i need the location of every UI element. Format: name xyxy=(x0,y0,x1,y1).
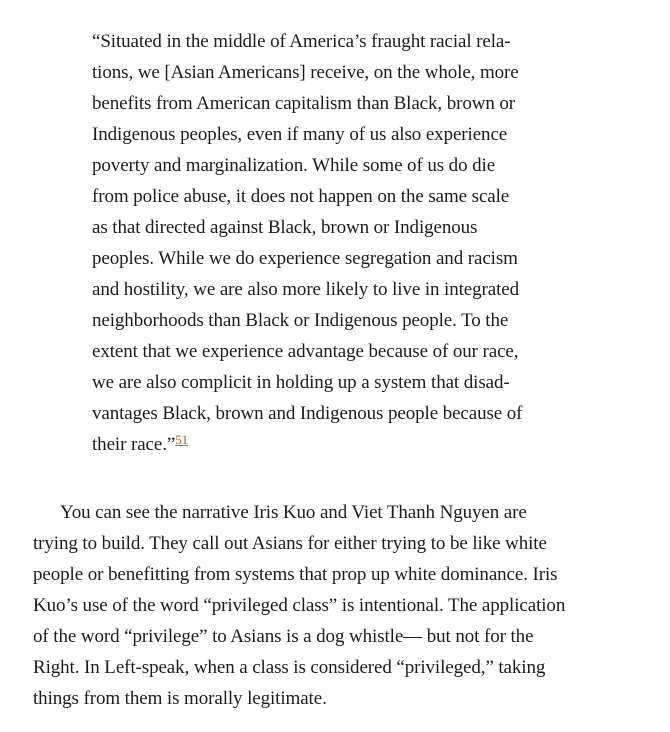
quote-line: we are also complicit in holding up a system that disad- xyxy=(92,372,510,393)
paragraph-line: people or benefitting from systems that prop up white dominance. Iris xyxy=(33,564,558,585)
paragraph-line: You can see the narrative Iris Kuo and Viet Thanh Nguyen are xyxy=(60,502,527,523)
quote-line: their race.” xyxy=(92,434,176,455)
quote-line: Indigenous peoples, even if many of us also experience xyxy=(92,124,508,145)
quote-last-line xyxy=(92,429,592,460)
quote-line: neighborhoods than Black or Indigenous people. To the xyxy=(92,310,509,331)
paragraph-line: of the word “privilege” to Asians is a dog whistle— but not for the xyxy=(33,626,534,647)
footnote-link[interactable]: 51 xyxy=(175,432,188,447)
block-quote xyxy=(92,26,592,460)
paragraph-line: Right. In Left-speak, when a class is considered “privileged,” taking xyxy=(33,657,546,678)
quote-line: vantages Black, brown and Indigenous people because of xyxy=(92,403,523,424)
body-paragraph xyxy=(33,497,643,714)
quote-line: extent that we experience advantage because of our race, xyxy=(92,341,519,362)
quote-line: as that directed against Black, brown or Indigenous xyxy=(92,217,478,238)
quote-line: from police abuse, it does not happen on the same scale xyxy=(92,186,510,207)
quote-line: tions, we [Asian Americans] receive, on the whole, more xyxy=(92,62,519,83)
paragraph-line: things from them is morally legitimate. xyxy=(33,688,327,709)
quote-line: poverty and marginalization. While some of us do die xyxy=(92,155,496,176)
quote-line: and hostility, we are also more likely to live in integrated xyxy=(92,279,520,300)
quote-line: peoples. While we do experience segregation and racism xyxy=(92,248,518,269)
paragraph-line: trying to build. They call out Asians for either trying to be like white xyxy=(33,533,547,554)
quote-line: benefits from American capitalism than Black, brown or xyxy=(92,93,516,114)
paragraph-line: Kuo’s use of the word “privileged class” is intentional. The application xyxy=(33,595,566,616)
quote-line: “Situated in the middle of America’s fraught racial rela- xyxy=(92,31,511,52)
